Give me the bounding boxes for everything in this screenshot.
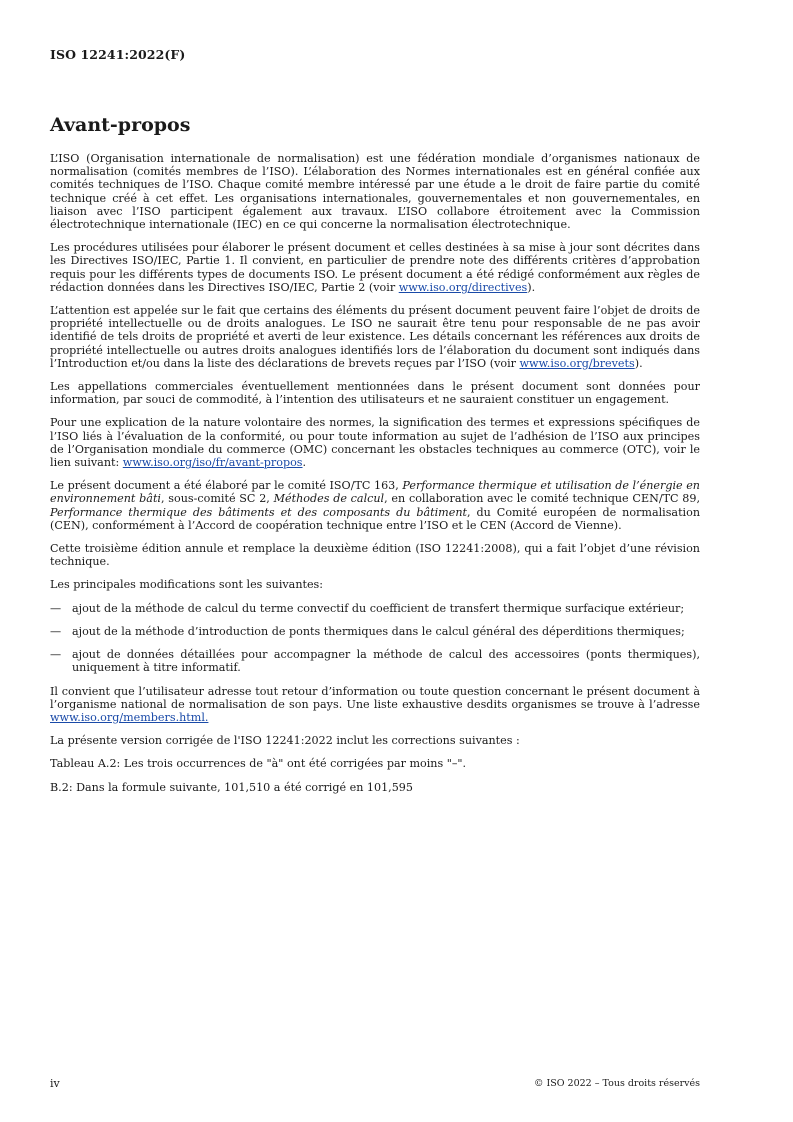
paragraph-text: , du Comité européen de normalisation (CEN), conformément à l’Accord de coopération technique entre l’ISO et le CEN (Accord de Vienne). <box>50 505 700 532</box>
foreword-link[interactable]: www.iso.org/iso/fr/avant-propos <box>122 456 303 470</box>
paragraph-text: , en collaboration avec le comité technique CEN/TC 89, <box>384 492 701 506</box>
subcommittee-title: Méthodes de calcul <box>273 492 385 506</box>
dash-bullet: — <box>50 601 62 615</box>
paragraph-procedures <box>50 241 700 294</box>
paragraph-text: ). <box>634 356 643 370</box>
paragraph-trade-names: Les appellations commerciales éventuellement mentionnées dans le présent document sont données pour information, par souci de commodité, à l’intention des utilisateurs et ne sauraient constituer un engagement. <box>50 380 700 407</box>
list-item <box>50 648 700 674</box>
foreword-body <box>50 152 700 804</box>
paragraph-voluntary-nature <box>50 416 700 469</box>
members-link[interactable]: www.iso.org/members.html. <box>50 710 209 724</box>
paragraph-text: L’attention est appelée sur le fait que certains des éléments du présent document peuvent faire l’objet de droits de propriété intellectuelle ou de droits analogues. Le ISO ne saurait être tenu pour responsable de ne pas avoir identifié de tels droits de propriété et averti de leur existence. Les détails concernant les références aux droits de propriété intellectuelle ou autres droits analogues identifiés lors de l’élaboration du document sont indiqués dans l’Introduction et/ou dans la liste des déclarations de brevets reçues par l’ISO (voir <box>50 304 700 370</box>
paragraph-committee <box>50 479 700 532</box>
list-item <box>50 625 700 638</box>
list-item-text: ajout de données détaillées pour accompagner la méthode de calcul des accessoires (ponts thermiques), uniquement à titre informatif. <box>72 648 700 675</box>
committee-title: Performance thermique et utilisation de l’énergie en environnement bâti <box>50 479 700 506</box>
paragraph-text: Pour une explication de la nature volontaire des normes, la signification des termes et expressions spécifiques de l’ISO liés à l’évaluation de la conformité, ou pour toute information au sujet de l’adhésion de l’ISO aux principes de l’Organisation mondiale du commerce (OMC) concernant les obstacles techniques au commerce (OTC), voir le lien suivant: <box>50 416 700 470</box>
paragraph-text: . <box>302 456 307 470</box>
paragraph-edition: Cette troisième édition annule et remplace la deuxième édition (ISO 12241:2008), qui a fait l’objet d’une révision technique. <box>50 542 700 569</box>
list-item-text: ajout de la méthode de calcul du terme convectif du coefficient de transfert thermique surfacique extérieur; <box>72 601 685 615</box>
paragraph-corrected-version: La présente version corrigée de l'ISO 12241:2022 inclut les corrections suivantes : <box>50 734 520 748</box>
list-item <box>50 602 700 615</box>
page-title: Avant-propos <box>50 114 191 136</box>
paragraph-text: ). <box>527 280 536 294</box>
paragraph-text: Les procédures utilisées pour élaborer le présent document et celles destinées à sa mise à jour sont décrites dans les Directives ISO/IEC, Partie 1. Il convient, en particulier de prendre note des différents critères d’approbation requis pour les différents types de documents ISO. Le présent document a été rédigé conformément aux règles de rédaction données dans les Directives ISO/IEC, Partie 2 (voir <box>50 241 700 294</box>
cen-committee-title: Performance thermique des bâtiments et des composants du bâtiment <box>50 505 467 519</box>
modifications-list <box>50 602 700 675</box>
paragraph-changes-intro: Les principales modifications sont les suivantes: <box>50 578 324 592</box>
paragraph-patents <box>50 304 700 370</box>
document-page <box>50 0 700 1122</box>
page-number: iv <box>50 1077 60 1090</box>
paragraph-iso-intro: L’ISO (Organisation internationale de normalisation) est une fédération mondiale d’organismes nationaux de normalisation (comités membres de l’ISO). L’élaboration des Normes internationales est en général confiée aux comités techniques de l’ISO. Chaque comité membre intéressé par une étude a le droit de faire partie du comité technique créé à cet effet. Les organisations internationales, gouvernementales et non gouvernementales, en liaison avec l’ISO participent également aux travaux. L’ISO collabore étroitement avec la Commission électrotechnique internationale (IEC) en ce qui concerne la normalisation électrotechnique. <box>50 152 700 232</box>
paragraph-correction-table: Tableau A.2: Les trois occurrences de "à" ont été corrigées par moins "–". <box>50 757 467 771</box>
paragraph-text: Il convient que l’utilisateur adresse tout retour d’information ou toute question concernant le présent document à l’organisme national de normalisation de son pays. Une liste exhaustive desdits organismes se trouve à l’adresse <box>50 684 700 711</box>
paragraph-text: , sous-comité SC 2, <box>161 492 274 506</box>
paragraph-correction-formula: B.2: Dans la formule suivante, 101,510 a été corrigé en 101,595 <box>50 780 413 794</box>
directives-link[interactable]: www.iso.org/directives <box>398 280 528 294</box>
dash-bullet: — <box>50 624 62 638</box>
patents-link[interactable]: www.iso.org/brevets <box>519 356 635 370</box>
document-id: ISO 12241:2022(F) <box>50 47 186 62</box>
paragraph-feedback <box>50 685 700 725</box>
copyright-notice: © ISO 2022 – Tous droits réservés <box>533 1078 700 1089</box>
paragraph-text: Le présent document a été élaboré par le comité ISO/TC 163, <box>50 479 403 493</box>
list-item-text: ajout de la méthode d’introduction de ponts thermiques dans le calcul général des déperditions thermiques; <box>72 624 685 638</box>
dash-bullet: — <box>50 648 62 662</box>
